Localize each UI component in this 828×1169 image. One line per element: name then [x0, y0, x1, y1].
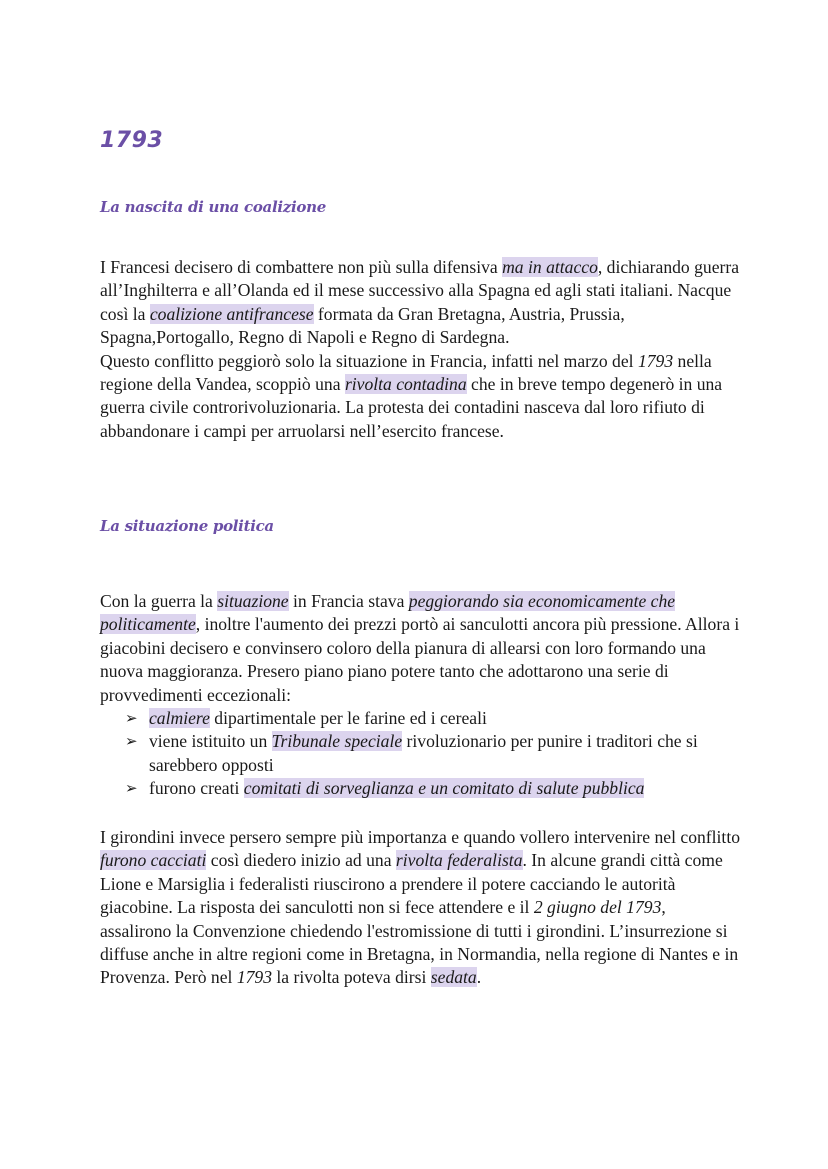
highlight: peggiorando sia economicamente che politicamente: [100, 591, 676, 635]
text-run: così diedero inizio ad una: [206, 850, 396, 871]
text-run: formata da Gran Bretagna, Austria, Prussia, Spagna,Portogallo, Regno di Napoli e Regno di Sardegna.: [100, 303, 625, 348]
measures-list: [100, 707, 740, 801]
highlight: comitati di sorveglianza e un comitato di salute pubblica: [243, 778, 645, 799]
arrow-bullet-icon: ➢: [125, 779, 138, 798]
text-run: Con la guerra la: [100, 591, 218, 611]
text-run: dipartimentale per le farine ed i cereali: [209, 708, 487, 729]
text-run: .: [476, 967, 482, 988]
text-run: in Francia stava: [288, 591, 409, 611]
text-run: . In alcune grandi città come Lione e Marsiglia i federalisti riuscirono a prendere il potere cacciando le autorità giacobine. La risposta dei sanculotti non si fece attendere e il: [100, 850, 723, 918]
text-run: rivoluzionario per punire i traditori che si sarebbero opposti: [149, 731, 698, 775]
text-run: , inoltre l'aumento dei prezzi portò ai sanculotti ancora più pressione. Allora i giacobini decisero e convinsero coloro della pianura di allearsi con loro formando una nuova maggioranza. Presero piano piano potere tanto che adottarono una serie di provvedimenti eccezionali:: [100, 614, 740, 705]
italic-date: 1793: [236, 967, 272, 988]
highlight: rivolta contadina: [344, 374, 467, 395]
page-title: 1793: [100, 128, 164, 153]
italic-date: 1793: [637, 350, 674, 371]
highlight: furono cacciati: [100, 850, 207, 871]
highlight: ma in attacco: [502, 257, 598, 277]
text-run: I Francesi decisero di combattere non più sulla difensiva: [100, 257, 503, 277]
section-heading-coalizione: La nascita di una coalizione: [100, 198, 326, 216]
paragraph: [100, 350, 740, 444]
section-girondini-body: [100, 826, 740, 990]
arrow-bullet-icon: ➢: [125, 732, 138, 751]
section-coalizione-body: [100, 256, 740, 443]
text-run: furono creati: [149, 778, 244, 799]
highlight: situazione: [217, 591, 289, 611]
text-run: viene istituito un: [149, 731, 272, 752]
list-item: [125, 707, 740, 730]
italic-date: 2 giugno del 1793: [533, 897, 662, 918]
section-heading-situazione-politica: La situazione politica: [100, 517, 274, 535]
text-run: I girondini invece persero sempre più importanza e quando vollero intervenire nel conflitto: [100, 827, 740, 847]
arrow-bullet-icon: ➢: [125, 709, 138, 728]
text-run: , dichiarando guerra all’Inghilterra e all’Olanda ed il mese successivo alla Spagna ed agli stati italiani. Nacque così la: [100, 257, 740, 324]
highlight: rivolta federalista: [395, 850, 523, 871]
paragraph: [100, 826, 740, 990]
list-item: [125, 730, 740, 777]
text-run: nella regione della Vandea, scoppiò una: [100, 350, 712, 395]
text-run: , assalirono la Convenzione chiedendo l'estromissione di tutti i girondini. L’insurrezione si diffuse anche in altre regioni come in Bretagna, in Normandia, nella regione di Nantes e in Provenza. Però nel: [100, 897, 739, 988]
text-run: la rivolta poteva dirsi: [272, 967, 431, 988]
highlight: coalizione antifrancese: [149, 303, 314, 324]
text-run: Questo conflitto peggiorò solo la situazione in Francia, infatti nel marzo del: [100, 350, 638, 371]
text-run: che in breve tempo degenerò in una guerra civile controrivoluzionaria. La protesta dei contadini nasceva dal loro rifiuto di abbandonare i campi per arruolarsi nell’esercito francese.: [100, 374, 723, 441]
highlight: sedata: [430, 967, 477, 988]
highlight: calmiere: [149, 708, 210, 729]
list-item: [125, 777, 740, 800]
paragraph: [100, 590, 740, 707]
paragraph: [100, 256, 740, 350]
section-situazione-body: [100, 590, 740, 801]
highlight: Tribunale speciale: [271, 731, 403, 752]
